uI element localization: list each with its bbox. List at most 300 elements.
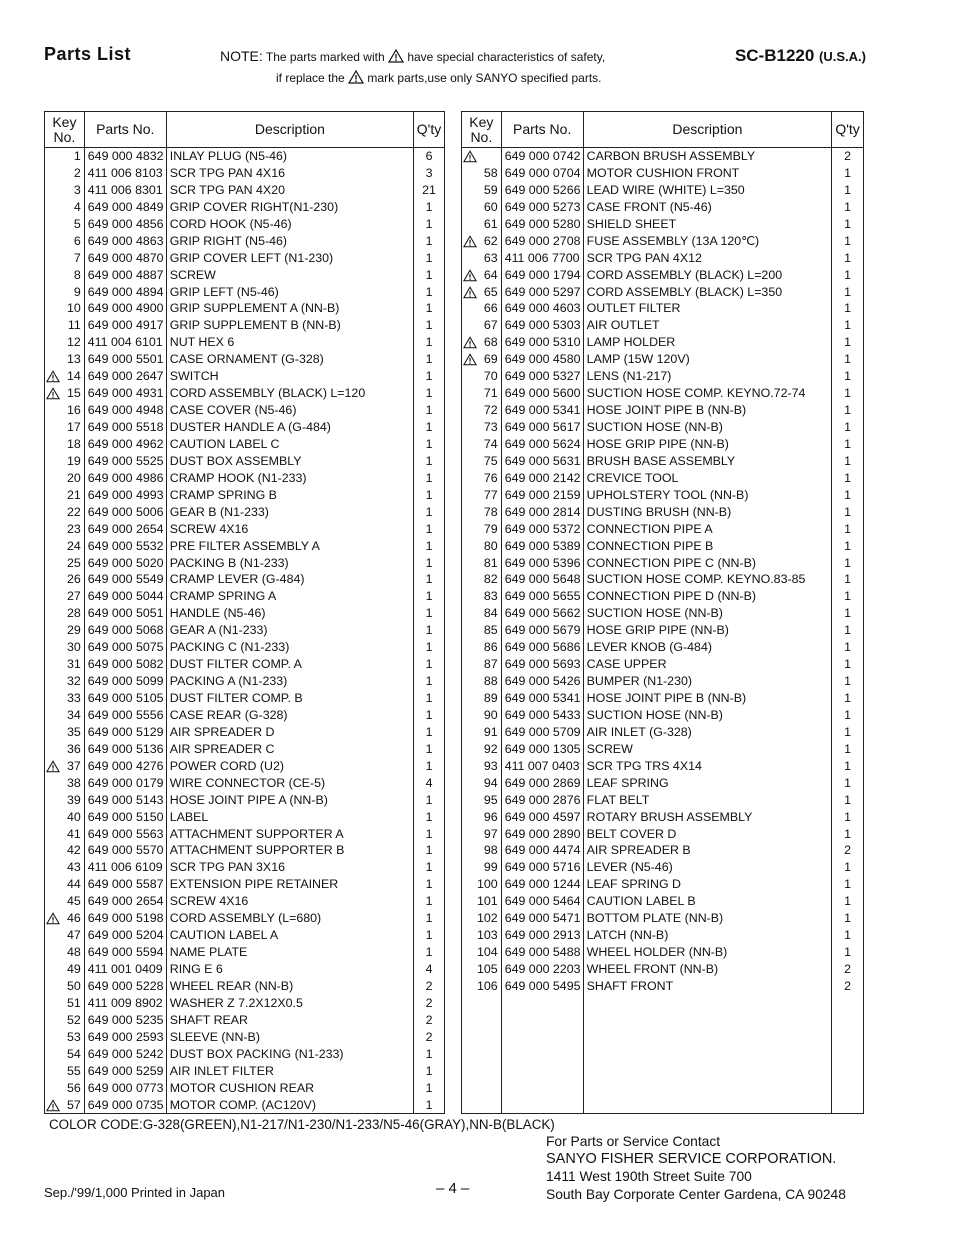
parts-no-cell: 649 000 4993 [84,487,166,504]
parts-no-cell [501,1080,583,1097]
qty-cell: 1 [832,216,864,233]
parts-no-cell: 411 006 8103 [84,165,166,182]
parts-no-cell: 649 000 5426 [501,673,583,690]
key-no-cell: 4 [45,199,85,216]
table-row [462,961,864,978]
key-no-cell: 96 [462,809,502,826]
col-qty-header: Q'ty [832,112,864,148]
key-no-cell: 67 [462,317,502,334]
note-text-c: if replace the [276,71,345,85]
table-row [462,300,864,317]
col-qty-header: Q'ty [414,112,445,148]
description-cell: CONNECTION PIPE D (NN-B) [583,588,831,605]
parts-no-cell: 649 000 5235 [84,1012,166,1029]
key-no-cell: 70 [462,368,502,385]
key-no-cell: 17 [45,419,85,436]
key-no-cell: 92 [462,741,502,758]
contact-heading: For Parts or Service Contact [546,1134,721,1149]
key-no-cell: 104 [462,944,502,961]
qty-cell: 1 [832,199,864,216]
warning-triangle-icon [46,760,60,773]
key-no-cell: 50 [45,978,85,995]
parts-no-cell: 649 000 2593 [84,1029,166,1046]
qty-cell: 1 [832,893,864,910]
table-row [45,300,445,317]
parts-no-cell: 649 000 5006 [84,504,166,521]
table-row [45,1097,445,1114]
description-cell: GRIP LEFT (N5-46) [166,284,413,301]
warning-triangle-icon [46,1099,60,1112]
description-cell: CONNECTION PIPE A [583,521,831,538]
qty-cell: 1 [414,1063,445,1080]
parts-no-cell: 649 000 5198 [84,910,166,927]
description-cell: PACKING C (N1-233) [166,639,413,656]
col-description-header: Description [166,112,413,148]
table-row [462,639,864,656]
qty-cell: 1 [832,284,864,301]
qty-cell: 1 [414,436,445,453]
table-row [462,1080,864,1097]
qty-cell: 2 [414,978,445,995]
qty-cell: 6 [414,148,445,165]
description-cell: CRAMP HOOK (N1-233) [166,470,413,487]
description-cell: ATTACHMENT SUPPORTER B [166,842,413,859]
key-no-cell: 100 [462,876,502,893]
description-cell: INLAY PLUG (N5-46) [166,148,413,165]
key-no-cell: 6 [45,233,85,250]
description-cell: PRE FILTER ASSEMBLY A [166,538,413,555]
qty-cell: 1 [414,250,445,267]
description-cell: HOSE JOINT PIPE A (NN-B) [166,792,413,809]
key-no-cell: 9 [45,284,85,301]
parts-no-cell: 649 000 5655 [501,588,583,605]
qty-cell: 1 [832,741,864,758]
table-row [462,910,864,927]
key-no-cell: 21 [45,487,85,504]
table-row [45,707,445,724]
warning-triangle-icon [463,150,477,163]
key-no-cell: 74 [462,436,502,453]
parts-no-cell: 649 000 0704 [501,165,583,182]
description-cell: PACKING A (N1-233) [166,673,413,690]
key-no-cell: 54 [45,1046,85,1063]
qty-cell: 1 [832,436,864,453]
description-cell: SCREW [166,267,413,284]
table-row [462,1046,864,1063]
qty-cell: 1 [414,284,445,301]
table-row [462,453,864,470]
qty-cell: 1 [832,334,864,351]
table-row [462,419,864,436]
qty-cell [832,995,864,1012]
parts-no-cell: 649 000 5150 [84,809,166,826]
key-no-cell: 52 [45,1012,85,1029]
description-cell: LABEL [166,809,413,826]
table-header [45,112,445,148]
description-cell: CORD ASSEMBLY (BLACK) L=200 [583,267,831,284]
description-cell: EXTENSION PIPE RETAINER [166,876,413,893]
parts-no-cell [501,1097,583,1114]
parts-no-cell: 649 000 5693 [501,656,583,673]
description-cell: DUST FILTER COMP. A [166,656,413,673]
description-cell: HOSE GRIP PIPE (NN-B) [583,436,831,453]
description-cell: SCR TPG PAN 3X16 [166,859,413,876]
qty-cell: 1 [414,199,445,216]
col-parts-no-header: Parts No. [501,112,583,148]
qty-cell: 1 [832,521,864,538]
key-no-text: 69 [483,352,498,367]
table-row [462,216,864,233]
description-cell: NUT HEX 6 [166,334,413,351]
warning-triangle-icon [46,370,60,383]
table-row [462,402,864,419]
key-no-text: 14 [66,369,81,384]
qty-cell: 1 [414,419,445,436]
qty-cell: 1 [414,944,445,961]
table-row [45,639,445,656]
parts-no-cell: 649 000 4580 [501,351,583,368]
table-row [45,673,445,690]
qty-cell: 1 [832,351,864,368]
description-cell: CORD HOOK (N5-46) [166,216,413,233]
table-row [45,724,445,741]
description-cell: LEVER (N5-46) [583,859,831,876]
parts-no-cell: 649 000 5327 [501,368,583,385]
qty-cell: 1 [414,571,445,588]
model-number [735,46,866,66]
key-no-cell: 55 [45,1063,85,1080]
qty-cell: 2 [832,978,864,995]
parts-no-cell: 649 000 5341 [501,402,583,419]
parts-no-cell: 649 000 5686 [501,639,583,656]
qty-cell: 1 [414,317,445,334]
table-row [462,487,864,504]
description-cell: NAME PLATE [166,944,413,961]
key-no-cell: 42 [45,842,85,859]
table-row [45,961,445,978]
table-row [462,436,864,453]
qty-cell: 1 [414,1097,445,1114]
key-no-text: 46 [66,911,81,926]
key-no-cell: 87 [462,656,502,673]
key-no-cell: 88 [462,673,502,690]
parts-no-cell: 411 009 8902 [84,995,166,1012]
key-no-cell: 3 [45,182,85,199]
parts-no-cell: 649 000 5433 [501,707,583,724]
parts-no-cell: 649 000 5259 [84,1063,166,1080]
description-cell: AIR INLET FILTER [166,1063,413,1080]
description-cell: HANDLE (N5-46) [166,605,413,622]
key-no-cell: 95 [462,792,502,809]
qty-cell: 1 [832,809,864,826]
table-row [45,555,445,572]
key-no-cell: 83 [462,588,502,605]
qty-cell: 2 [832,961,864,978]
description-cell: AIR INLET (G-328) [583,724,831,741]
key-no-cell: 25 [45,555,85,572]
description-cell: LEAF SPRING [583,775,831,792]
key-no-cell [462,1080,502,1097]
parts-no-cell: 649 000 4931 [84,385,166,402]
table-row [462,707,864,724]
parts-no-cell: 649 000 5471 [501,910,583,927]
col-description-header: Description [583,112,831,148]
key-no-cell: 35 [45,724,85,741]
parts-no-cell: 649 000 5556 [84,707,166,724]
key-no-cell: 19 [45,453,85,470]
parts-no-cell: 649 000 5105 [84,690,166,707]
description-cell: BOTTOM PLATE (NN-B) [583,910,831,927]
description-cell: CONNECTION PIPE B [583,538,831,555]
qty-cell [832,1046,864,1063]
parts-no-cell [501,1012,583,1029]
description-cell: CONNECTION PIPE C (NN-B) [583,555,831,572]
table-row [45,842,445,859]
table-row [45,571,445,588]
table-row [45,538,445,555]
key-no-text: 57 [66,1097,81,1112]
key-no-cell: 11 [45,317,85,334]
table-row [462,842,864,859]
table-row [462,233,864,250]
key-no-text: 65 [483,284,498,299]
parts-no-cell: 411 001 0409 [84,961,166,978]
description-cell: CASE COVER (N5-46) [166,402,413,419]
qty-cell: 1 [414,809,445,826]
description-cell: CORD ASSEMBLY (BLACK) L=350 [583,284,831,301]
qty-cell: 1 [832,402,864,419]
table-row [45,216,445,233]
qty-cell: 1 [832,673,864,690]
table-row [462,571,864,588]
key-no-cell: 41 [45,826,85,843]
description-cell [583,1080,831,1097]
table-row [462,859,864,876]
qty-cell: 1 [414,842,445,859]
description-cell [583,1029,831,1046]
parts-no-cell: 649 000 4856 [84,216,166,233]
table-row [462,605,864,622]
qty-cell: 1 [414,521,445,538]
table-row [462,538,864,555]
page-title: Parts List [44,44,132,64]
table-row [462,724,864,741]
description-cell: LATCH (NN-B) [583,927,831,944]
description-cell: SUCTION HOSE (NN-B) [583,419,831,436]
warning-triangle-icon [463,235,477,248]
description-cell: MOTOR COMP. (AC120V) [166,1097,413,1114]
description-cell: FUSE ASSEMBLY (13A 120℃) [583,233,831,250]
parts-no-cell: 649 000 4849 [84,199,166,216]
key-no-cell [45,758,85,775]
qty-cell: 1 [832,876,864,893]
table-row [462,250,864,267]
table-row [45,521,445,538]
key-no-cell [462,334,502,351]
qty-cell: 2 [414,995,445,1012]
parts-no-cell: 649 000 5280 [501,216,583,233]
qty-cell: 1 [832,487,864,504]
key-no-cell: 53 [45,1029,85,1046]
table-row [45,893,445,910]
parts-no-cell: 649 000 5136 [84,741,166,758]
contact-address-1: 1411 West 190th Street Suite 700 [546,1169,752,1184]
key-no-cell: 26 [45,571,85,588]
note-text-a: The parts marked with [265,50,385,64]
key-no-cell: 32 [45,673,85,690]
parts-no-cell: 649 000 2159 [501,487,583,504]
qty-cell: 1 [414,487,445,504]
qty-cell: 1 [832,622,864,639]
key-no-cell [462,1097,502,1114]
qty-cell: 1 [414,216,445,233]
qty-cell: 1 [414,690,445,707]
table-row [45,470,445,487]
table-header [462,112,864,148]
qty-cell: 1 [414,233,445,250]
key-no-cell: 23 [45,521,85,538]
contact-address-2: South Bay Corporate Center Gardena, CA 90248 [546,1186,846,1202]
warning-triangle-icon [46,912,60,925]
key-no-cell: 97 [462,826,502,843]
parts-no-cell: 649 000 5716 [501,859,583,876]
key-no-cell: 36 [45,741,85,758]
description-cell: LEVER KNOB (G-484) [583,639,831,656]
table-row [45,826,445,843]
qty-cell: 1 [832,555,864,572]
qty-cell: 1 [832,385,864,402]
parts-no-cell: 649 000 2203 [501,961,583,978]
parts-no-cell [501,1046,583,1063]
table-row [45,1080,445,1097]
parts-no-cell: 649 000 5044 [84,588,166,605]
qty-cell [832,1063,864,1080]
description-cell [583,995,831,1012]
table-row [45,487,445,504]
qty-cell: 1 [832,504,864,521]
parts-no-cell [501,995,583,1012]
table-row [462,588,864,605]
key-no-cell: 13 [45,351,85,368]
key-no-cell [45,368,85,385]
qty-cell: 1 [832,470,864,487]
table-row [45,1063,445,1080]
parts-no-cell: 649 000 2647 [84,368,166,385]
key-no-cell: 93 [462,758,502,775]
key-no-cell: 82 [462,571,502,588]
parts-no-cell: 649 000 5662 [501,605,583,622]
parts-no-cell [501,1029,583,1046]
key-no-cell: 30 [45,639,85,656]
table-row [462,792,864,809]
description-cell: CREVICE TOOL [583,470,831,487]
table-row [45,317,445,334]
parts-no-cell: 411 007 0403 [501,758,583,775]
description-cell: PACKING B (N1-233) [166,555,413,572]
table-row [45,402,445,419]
description-cell: WHEEL REAR (NN-B) [166,978,413,995]
qty-cell: 1 [414,351,445,368]
parts-no-cell: 649 000 4597 [501,809,583,826]
parts-no-cell: 649 000 5518 [84,419,166,436]
qty-cell: 1 [414,707,445,724]
table-row [462,809,864,826]
qty-cell: 1 [414,504,445,521]
description-cell: AIR OUTLET [583,317,831,334]
parts-no-cell: 649 000 5242 [84,1046,166,1063]
parts-no-cell: 649 000 5549 [84,571,166,588]
description-cell: LENS (N1-217) [583,368,831,385]
table-row [45,165,445,182]
qty-cell: 1 [832,317,864,334]
key-no-cell: 47 [45,927,85,944]
table-row [462,555,864,572]
parts-no-cell: 649 000 5495 [501,978,583,995]
table-row [462,927,864,944]
description-cell: CORD ASSEMBLY (BLACK) L=120 [166,385,413,402]
table-row [462,995,864,1012]
key-no-cell: 76 [462,470,502,487]
table-row [45,690,445,707]
key-no-cell: 24 [45,538,85,555]
parts-no-cell: 649 000 5143 [84,792,166,809]
parts-no-cell: 411 006 8301 [84,182,166,199]
parts-no-cell: 649 000 4832 [84,148,166,165]
key-no-cell: 43 [45,859,85,876]
key-no-cell [462,267,502,284]
parts-no-cell: 649 000 0735 [84,1097,166,1114]
table-row [462,351,864,368]
description-cell [583,1046,831,1063]
qty-cell: 1 [832,707,864,724]
qty-cell: 1 [414,470,445,487]
parts-no-cell: 649 000 2142 [501,470,583,487]
description-cell: BELT COVER D [583,826,831,843]
table-row [45,284,445,301]
description-cell: MOTOR CUSHION REAR [166,1080,413,1097]
parts-no-cell: 649 000 5624 [501,436,583,453]
description-cell: CARBON BRUSH ASSEMBLY [583,148,831,165]
parts-no-cell: 649 000 5204 [84,927,166,944]
warning-triangle-icon [463,269,477,282]
warning-triangle-icon [388,49,404,63]
table-row [45,436,445,453]
table-row [45,622,445,639]
parts-no-cell: 649 000 5600 [501,385,583,402]
table-row [462,758,864,775]
key-no-cell: 27 [45,588,85,605]
description-cell: AIR SPREADER D [166,724,413,741]
qty-cell: 1 [832,571,864,588]
key-no-cell [462,284,502,301]
warning-triangle-icon [463,286,477,299]
qty-cell: 1 [832,165,864,182]
key-no-cell [462,1063,502,1080]
key-no-text: 64 [483,267,498,282]
warning-triangle-icon [463,353,477,366]
description-cell: SLEEVE (NN-B) [166,1029,413,1046]
key-no-cell: 91 [462,724,502,741]
key-no-cell [462,1046,502,1063]
key-no-cell: 63 [462,250,502,267]
description-cell: HOSE JOINT PIPE B (NN-B) [583,690,831,707]
description-cell: SUCTION HOSE COMP. KEYNO.83-85 [583,571,831,588]
qty-cell: 1 [414,673,445,690]
description-cell: SCR TPG TRS 4X14 [583,758,831,775]
parts-no-cell: 649 000 4894 [84,284,166,301]
parts-no-cell: 649 000 5273 [501,199,583,216]
parts-no-cell: 649 000 5082 [84,656,166,673]
